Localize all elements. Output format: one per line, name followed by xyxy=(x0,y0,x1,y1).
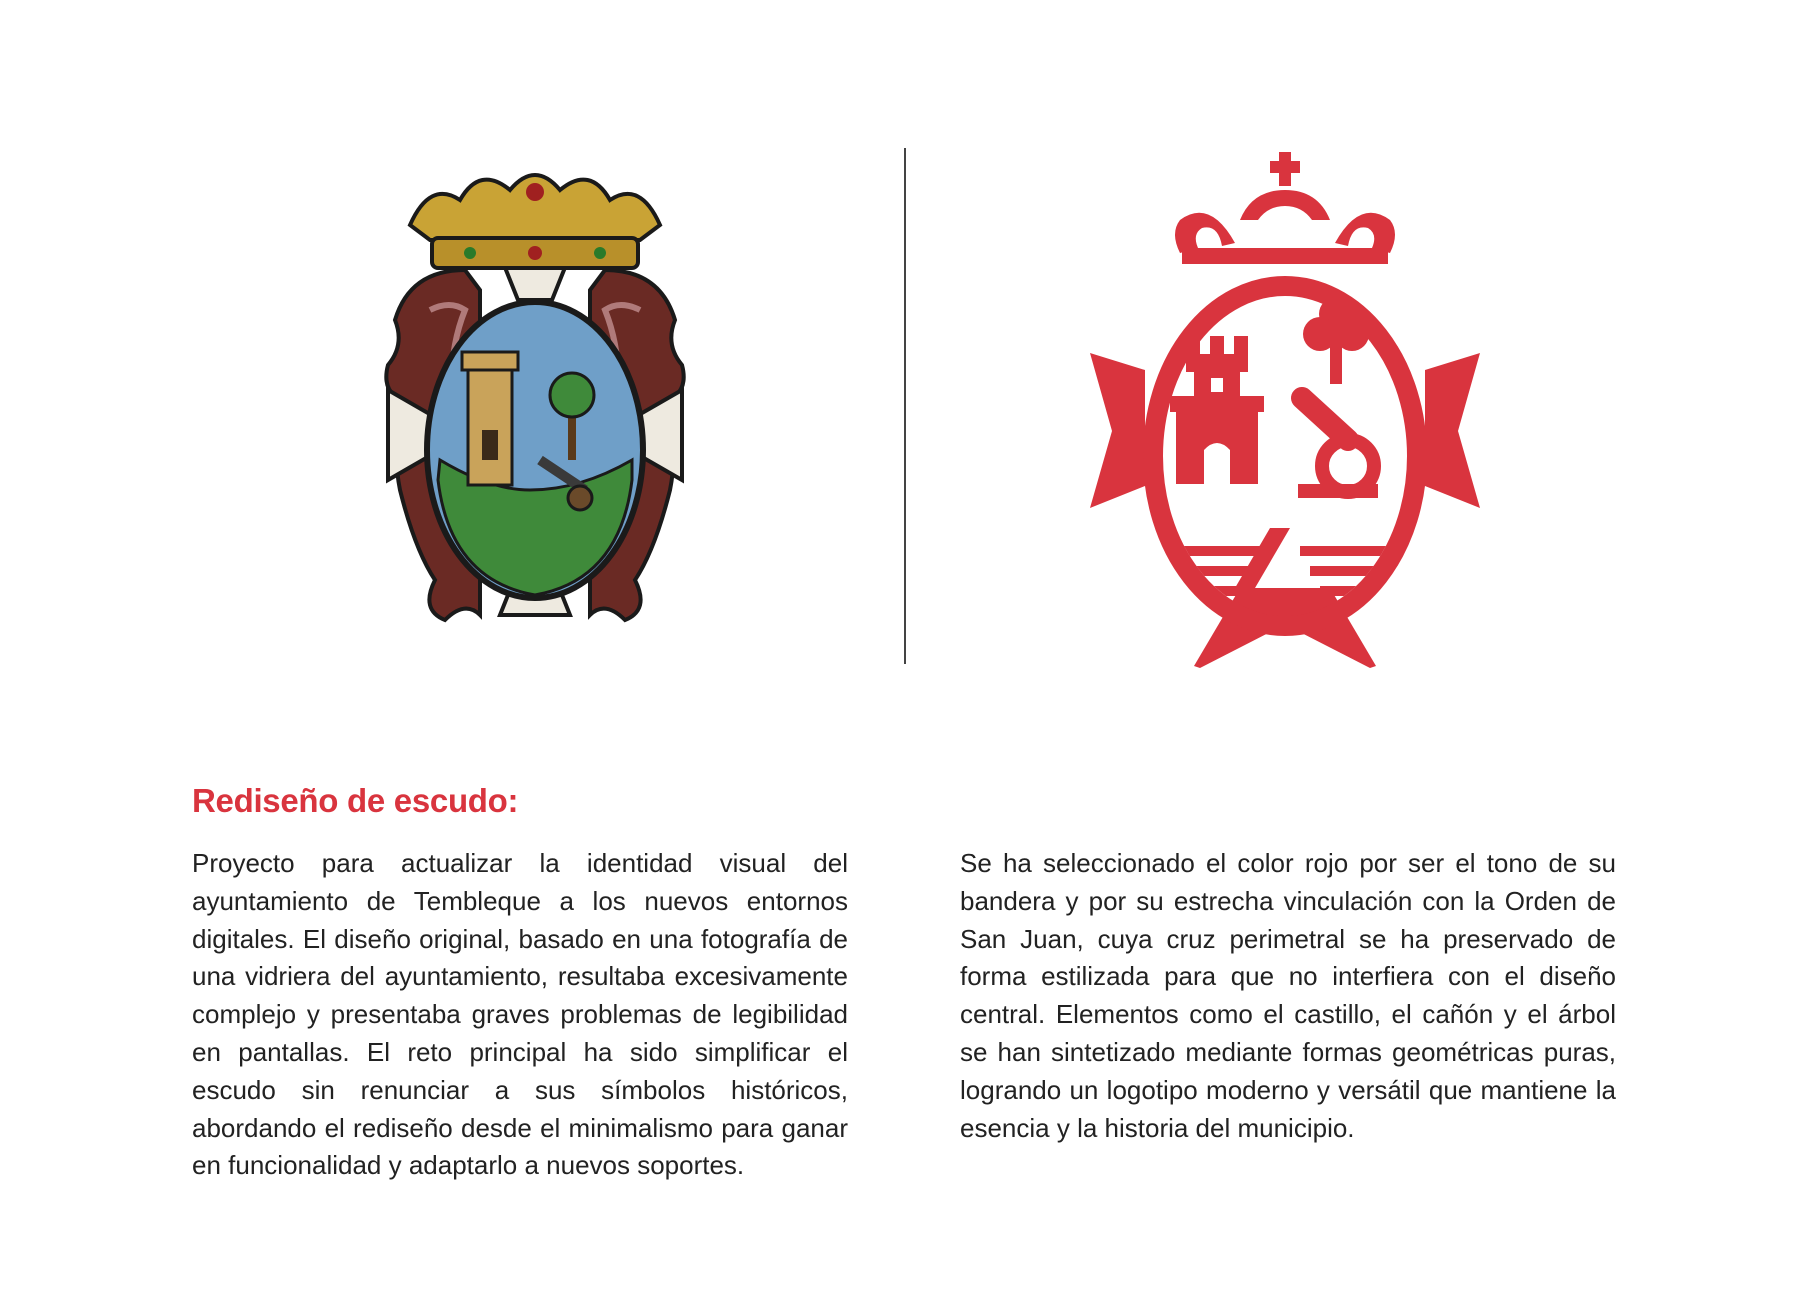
stained-glass-coat-of-arms-icon xyxy=(370,160,700,650)
red-minimal-coat-of-arms-icon xyxy=(1090,148,1480,668)
description-paragraph-right: Se ha seleccionado el color rojo por ser el tono de su bandera y por su estrecha vinculación con la Orden de San Juan, cuya cruz perimetral se ha preservado de forma estilizada para que no interfiera con el diseño central. Elementos como el castillo, el cañón y el árbol se han sintetizado mediante formas geométricas puras, logrando un logotipo moderno y versátil que mantiene la esencia y la historia del municipio. xyxy=(960,848,1616,1143)
description-paragraph-left: Proyecto para actualizar la identidad visual del ayuntamiento de Tembleque a los nuevos entornos digitales. El diseño original, basado en una fotografía de una vidriera del ayuntamiento, resultaba excesivamente complejo y presentaba graves problemas de legibilidad en pantallas. El reto principal ha sido simplificar el escudo sin renunciar a sus símbolos históricos, abordando el rediseño desde el minimalismo para ganar en funcionalidad y adaptarlo a nuevos soportes. xyxy=(192,848,848,1181)
section-heading: Rediseño de escudo: xyxy=(192,782,519,819)
vertical-divider xyxy=(904,148,906,664)
